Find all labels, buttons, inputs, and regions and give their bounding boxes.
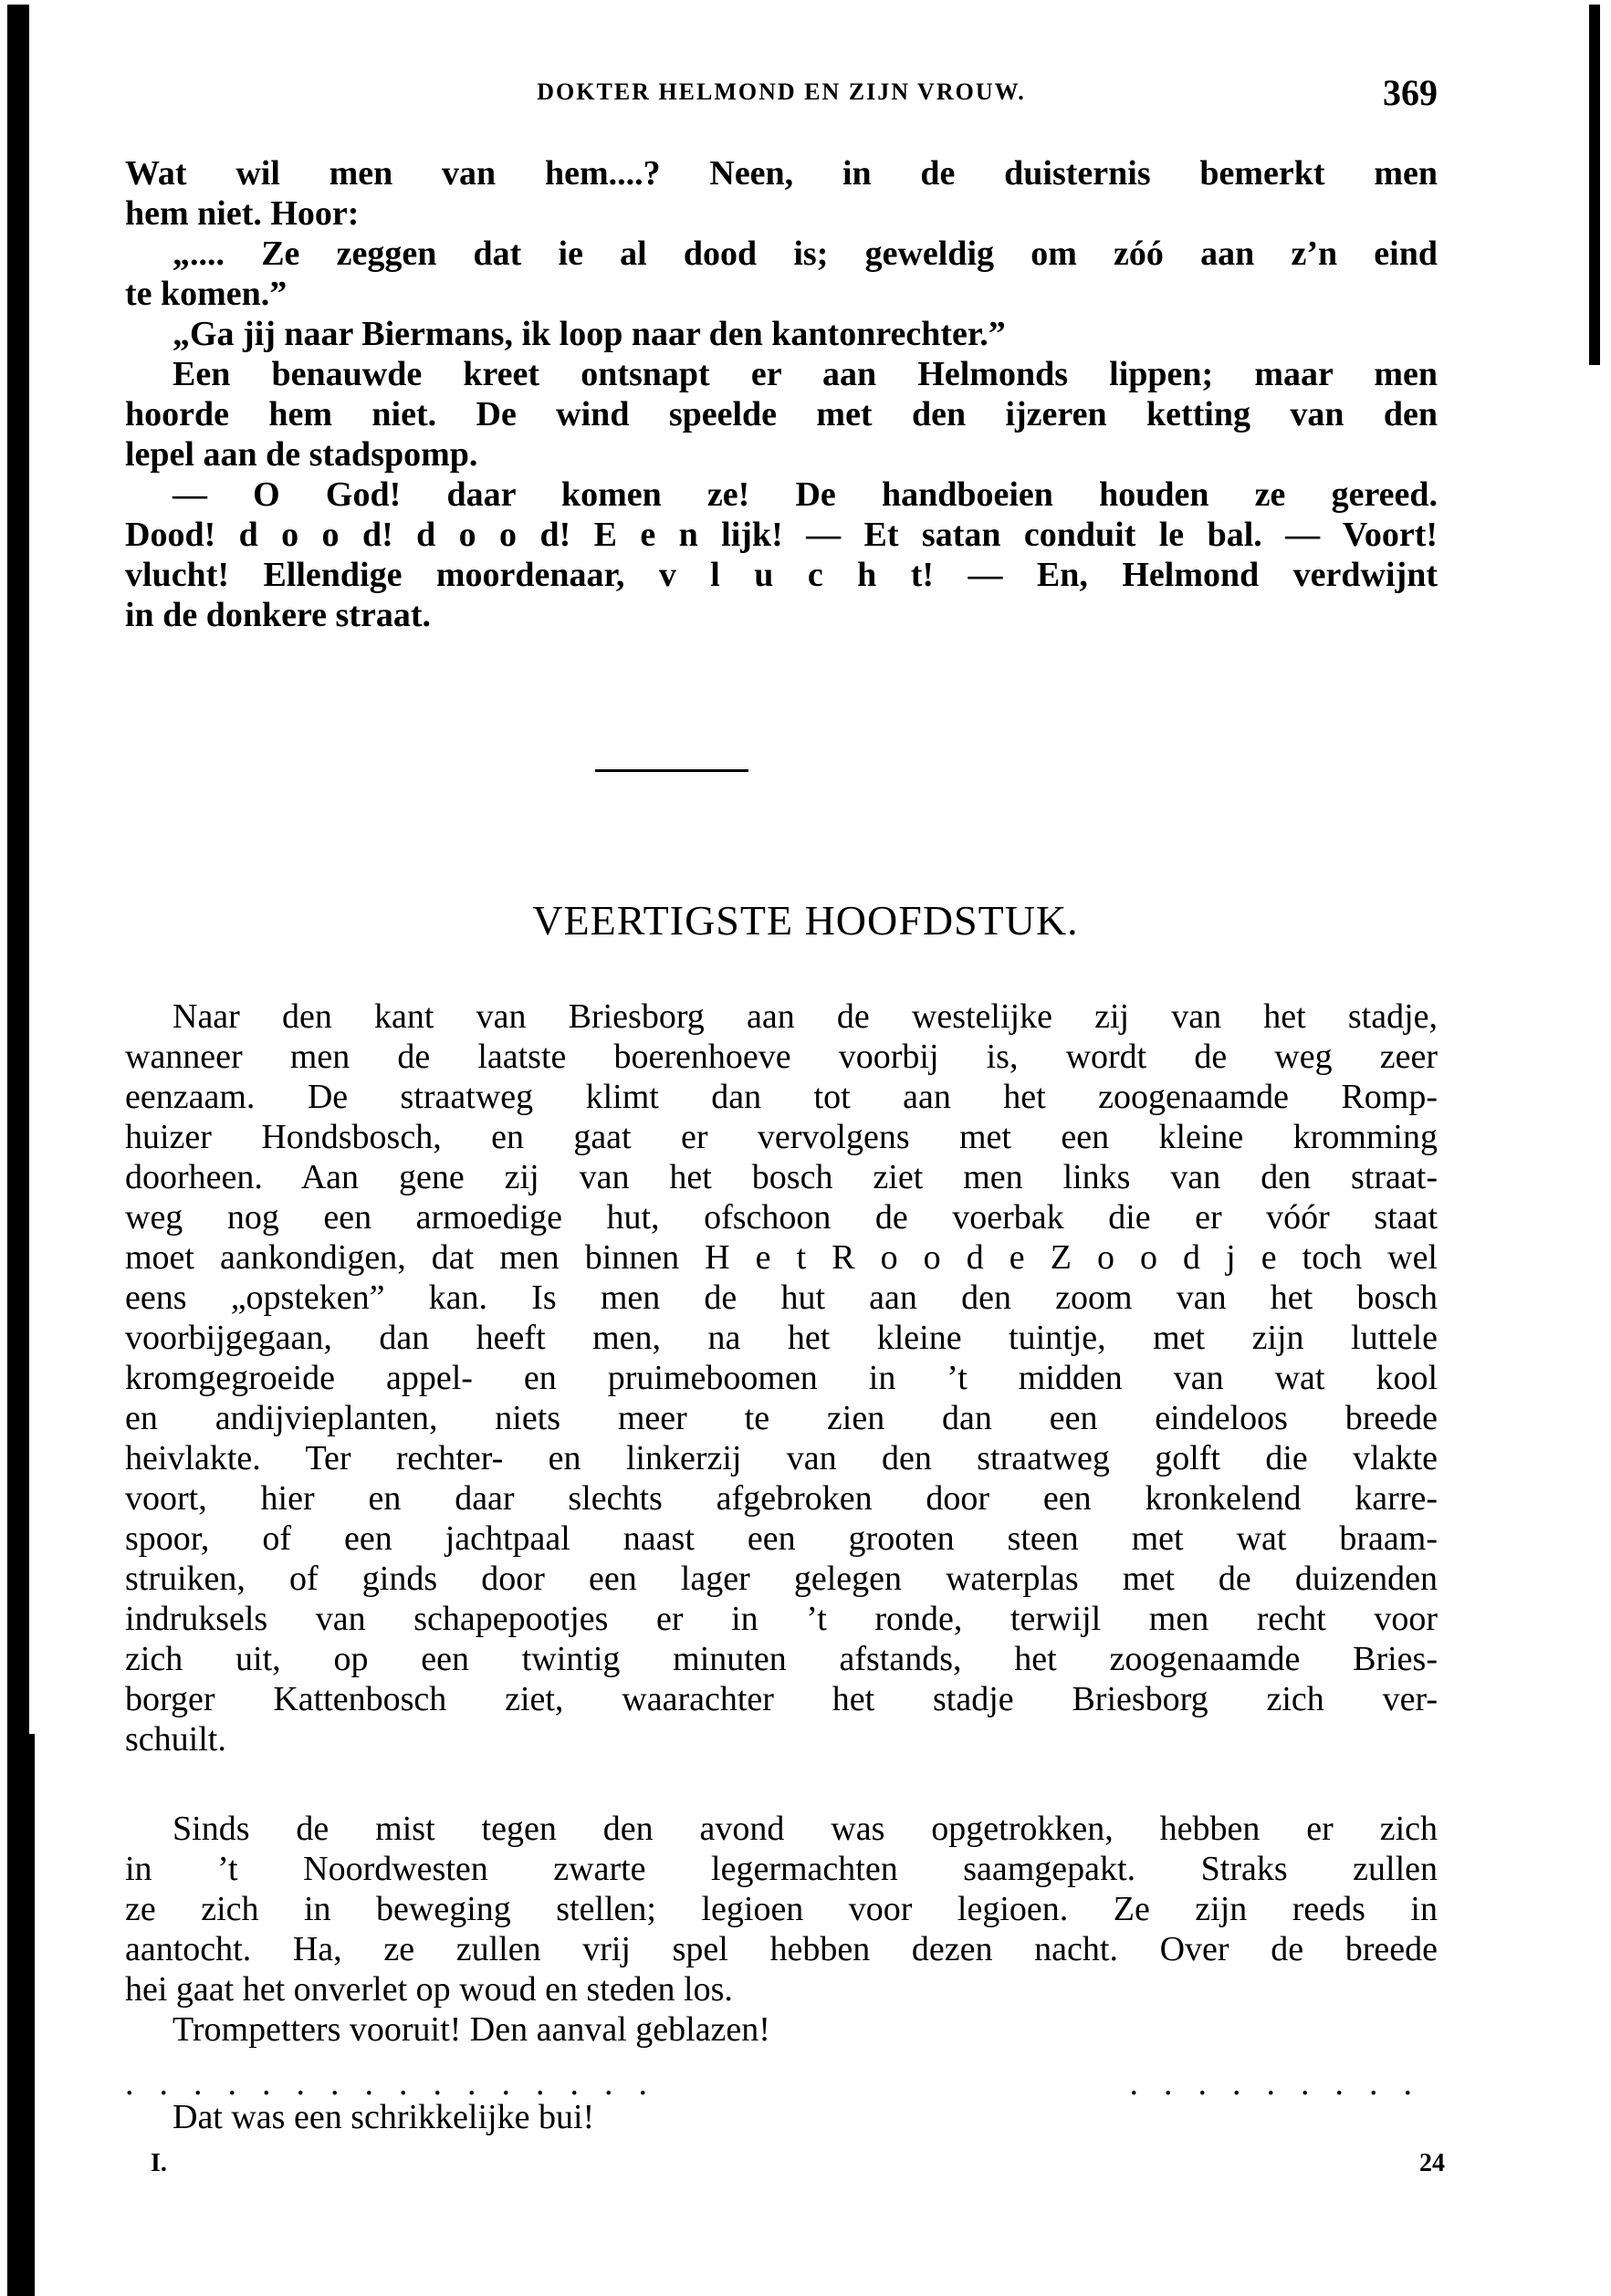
text-line: en andijvieplanten, niets meer te zien dan een eindeloos breede	[125, 1399, 1438, 1437]
text-line: hei gaat het onverlet op woud en steden los.	[125, 1970, 733, 2009]
text-line: ze zich in beweging stellen; legioen voor legioen. Ze zijn reeds in	[125, 1890, 1438, 1928]
paragraph-block-dialogue	[125, 153, 1438, 635]
text-line: borger Kattenbosch ziet, waarachter het stadje Briesborg zich ver-	[125, 1680, 1438, 1718]
page-footer	[125, 2149, 1445, 2186]
text-line: voorbijgegaan, dan heeft men, na het kleine tuintje, met zijn luttele	[125, 1319, 1438, 1357]
page-number: 369	[1383, 72, 1438, 113]
volume-signature: I.	[151, 2149, 167, 2177]
text-line: spoor, of een jachtpaal naast een grooten steen met wat braam-	[125, 1519, 1438, 1558]
text-line: voort, hier en daar slechts afgebroken door een kronkelend karre-	[125, 1479, 1438, 1518]
text-line: Wat wil men van hem....? Neen, in de duisternis bemerkt men	[125, 154, 1438, 193]
text-line: Dat was een schrikkelijke bui!	[173, 2098, 595, 2136]
sheet-signature: 24	[1419, 2149, 1445, 2177]
text-line: indruksels van schapepootjes er in ’t ronde, terwijl men recht voor	[125, 1600, 1438, 1638]
text-line: Naar den kant van Briesborg aan de westelijke zij van het stadje,	[173, 997, 1438, 1036]
running-head: DOKTER HELMOND EN ZIJN VROUW.	[537, 78, 1026, 105]
text-line: — O God! daar komen ze! De handboeien houden ze gereed.	[173, 475, 1438, 514]
text-line: hem niet. Hoor:	[125, 194, 360, 233]
scan-border-left-lower	[20, 1734, 35, 2296]
text-line: in de donkere straat.	[125, 596, 431, 634]
text-line: doorheen. Aan gene zij van het bosch ziet men links van den straat-	[125, 1158, 1438, 1196]
paragraph-block-storm	[125, 1809, 1438, 2050]
text-line: weg nog een armoedige hut, ofschoon de voerbak die er vóór staat	[125, 1198, 1438, 1237]
text-line: aantocht. Ha, ze zullen vrij spel hebben dezen nacht. Over de breede	[125, 1930, 1438, 1968]
ellipsis-separator	[125, 2064, 1438, 2103]
section-divider-rule	[595, 769, 748, 772]
chapter-title: VEERTIGSTE HOOFDSTUK.	[532, 897, 1079, 944]
text-line: te komen.”	[125, 275, 288, 313]
text-line: wanneer men de laatste boerenhoeve voorbij is, wordt de weg zeer	[125, 1038, 1438, 1076]
text-line: in ’t Noordwesten zwarte legermachten saamgepakt. Straks zullen	[125, 1850, 1438, 1888]
closing-paragraph	[125, 2097, 1438, 2137]
ellipsis-dots-right: .........	[1129, 2064, 1438, 2103]
text-line: „Ga jij naar Biermans, ik loop naar den kantonrechter.”	[173, 315, 1006, 353]
ellipsis-dots-left: ................	[125, 2064, 673, 2103]
scan-border-right	[1589, 5, 1600, 365]
text-line: Sinds de mist tegen den avond was opgetrokken, hebben er zich	[173, 1810, 1438, 1848]
text-line: Trompetters vooruit! Den aanval geblazen!	[173, 2010, 770, 2049]
text-line: moet aankondigen, dat men binnen H e t R o o d e Z o o d j e toch wel	[125, 1238, 1438, 1277]
text-line: struiken, of ginds door een lager gelegen waterplas met de duizenden	[125, 1560, 1438, 1598]
text-line: Een benauwde kreet ontsnapt er aan Helmonds lippen; maar men	[173, 355, 1438, 393]
page-header	[125, 71, 1438, 117]
text-line: vlucht! Ellendige moordenaar, v l u c h t! — En, Helmond verdwijnt	[125, 556, 1438, 594]
text-line: schuilt.	[125, 1720, 226, 1759]
text-line: huizer Hondsbosch, en gaat er vervolgens met een kleine kromming	[125, 1118, 1438, 1156]
text-line: lepel aan de stadspomp.	[125, 435, 478, 474]
text-line: Dood! d o o d! d o o d! E e n lijk! — Et satan conduit le bal. — Voort!	[125, 516, 1438, 554]
text-line: „.... Ze zeggen dat ie al dood is; geweldig om zóó aan z’n eind	[173, 235, 1438, 273]
text-line: kromgegroeide appel- en pruimeboomen in ’t midden van wat kool	[125, 1359, 1438, 1397]
text-line: eens „opsteken” kan. Is men de hut aan den zoom van het bosch	[125, 1278, 1438, 1317]
text-line: heivlakte. Ter rechter- en linkerzij van den straatweg golft die vlakte	[125, 1439, 1438, 1477]
text-line: eenzaam. De straatweg klimt dan tot aan het zoogenaamde Romp-	[125, 1078, 1438, 1116]
text-line: hoorde hem niet. De wind speelde met den ijzeren ketting van den	[125, 395, 1438, 433]
paragraph-block-landscape	[125, 997, 1438, 1759]
text-line: zich uit, op een twintig minuten afstands, het zoogenaamde Bries-	[125, 1640, 1438, 1678]
